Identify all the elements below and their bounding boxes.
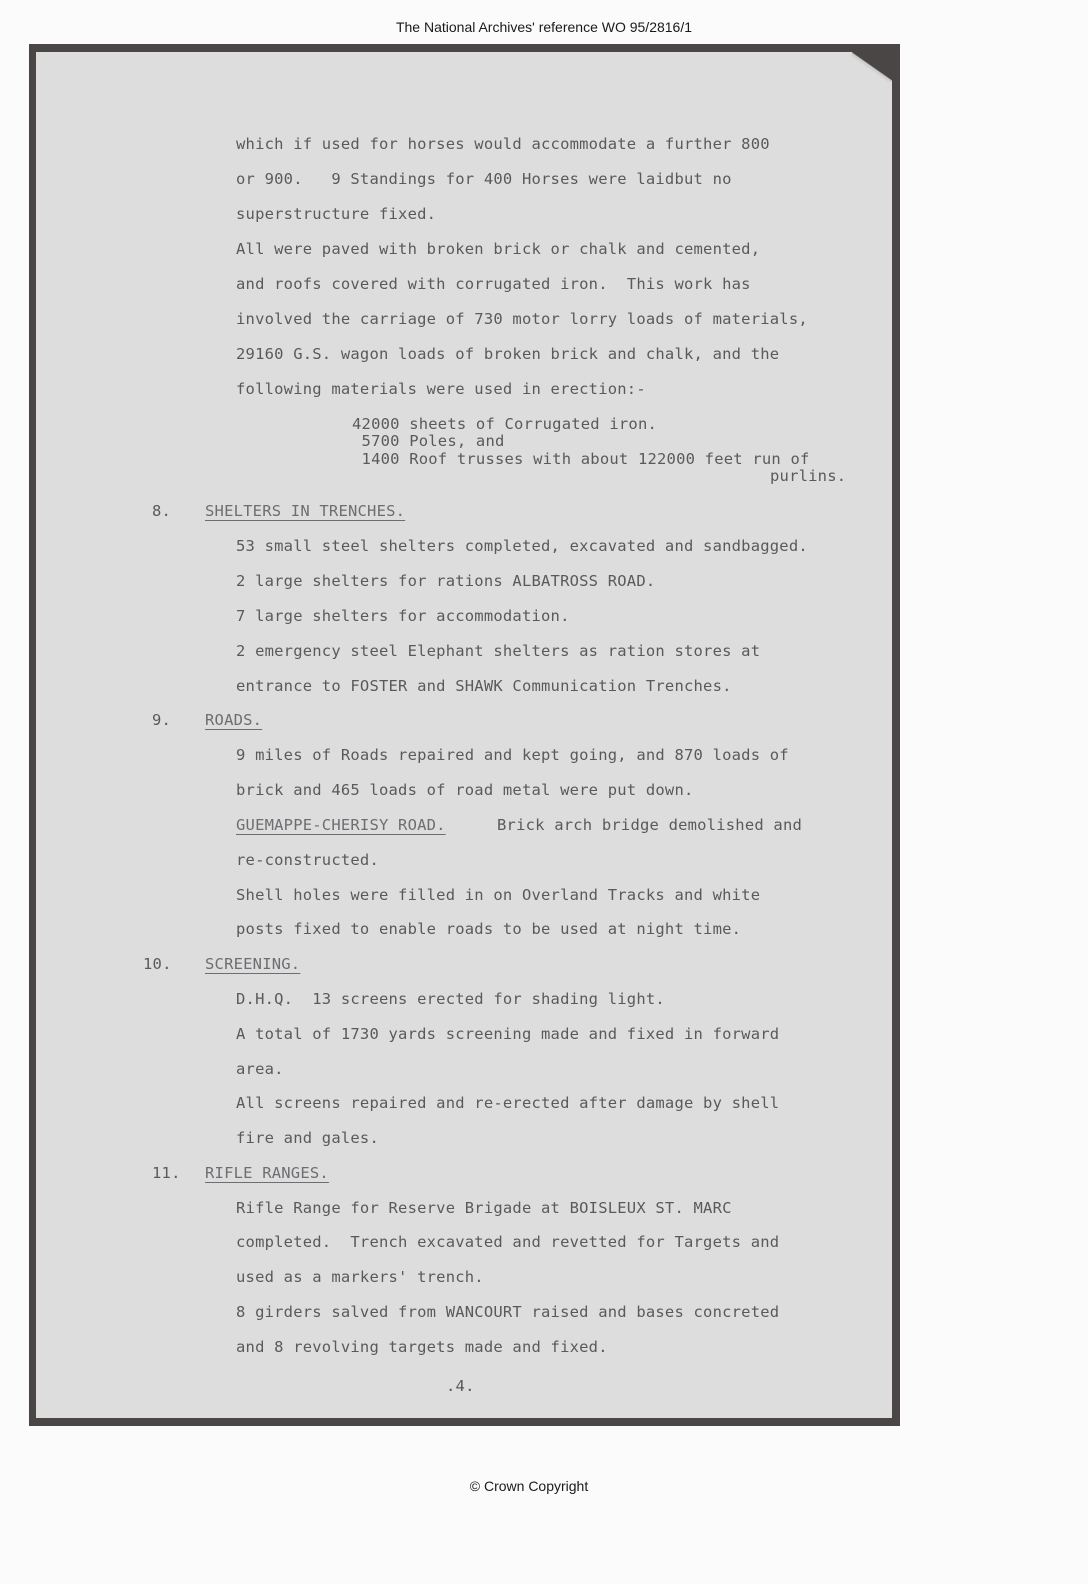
text-line: 8 girders salved from WANCOURT raised and bases concreted bbox=[236, 1303, 780, 1321]
materials-item: 42000 sheets of Corrugated iron. bbox=[352, 415, 658, 433]
page-number: .4. bbox=[446, 1377, 475, 1395]
text-line: following materials were used in erection:- bbox=[236, 380, 646, 398]
text-line: 7 large shelters for accommodation. bbox=[236, 607, 570, 625]
text-line: superstructure fixed. bbox=[236, 205, 437, 223]
archive-reference: The National Archives' reference WO 95/2816/1 bbox=[395, 19, 693, 35]
text-line: area. bbox=[236, 1060, 284, 1078]
subsection-heading: GUEMAPPE-CHERISY ROAD. bbox=[236, 816, 446, 834]
section-heading: SCREENING. bbox=[205, 955, 301, 973]
text-line: or 900. 9 Standings for 400 Horses were laidbut no bbox=[236, 170, 732, 188]
text-line: posts fixed to enable roads to be used at night time. bbox=[236, 920, 742, 938]
section-heading: SHELTERS IN TRENCHES. bbox=[205, 502, 406, 520]
text-line: entrance to FOSTER and SHAWK Communication Trenches. bbox=[236, 677, 732, 695]
text-line: All screens repaired and re-erected after damage by shell bbox=[236, 1094, 780, 1112]
text-line: A total of 1730 yards screening made and fixed in forward bbox=[236, 1025, 780, 1043]
text-line: 2 large shelters for rations ALBATROSS ROAD. bbox=[236, 572, 656, 590]
section-number: 8. bbox=[152, 502, 172, 520]
materials-item: 1400 Roof trusses with about 122000 feet run of bbox=[352, 450, 810, 468]
text-line: 2 emergency steel Elephant shelters as ration stores at bbox=[236, 642, 761, 660]
text-line: re-constructed. bbox=[236, 851, 379, 869]
folded-corner bbox=[852, 52, 892, 82]
text-line: Brick arch bridge demolished and bbox=[497, 816, 803, 834]
section-number: 10. bbox=[143, 955, 172, 973]
text-line: and roofs covered with corrugated iron. This work has bbox=[236, 275, 751, 293]
text-line: fire and gales. bbox=[236, 1129, 379, 1147]
section-heading: ROADS. bbox=[205, 711, 263, 729]
text-line: brick and 465 loads of road metal were put down. bbox=[236, 781, 694, 799]
copyright-notice: © Crown Copyright bbox=[469, 1478, 589, 1494]
text-line: and 8 revolving targets made and fixed. bbox=[236, 1338, 608, 1356]
text-line: which if used for horses would accommodate a further 800 bbox=[236, 135, 770, 153]
section-heading: RIFLE RANGES. bbox=[205, 1164, 329, 1182]
text-line: D.H.Q. 13 screens erected for shading light. bbox=[236, 990, 665, 1008]
materials-item: purlins. bbox=[770, 467, 847, 485]
text-line: 9 miles of Roads repaired and kept going, and 870 loads of bbox=[236, 746, 789, 764]
text-line: Rifle Range for Reserve Brigade at BOISLEUX ST. MARC bbox=[236, 1199, 732, 1217]
text-line: completed. Trench excavated and revetted for Targets and bbox=[236, 1233, 780, 1251]
section-number: 9. bbox=[152, 711, 172, 729]
text-line: Shell holes were filled in on Overland Tracks and white bbox=[236, 886, 761, 904]
materials-item: 5700 Poles, and bbox=[352, 432, 505, 450]
text-line: involved the carriage of 730 motor lorry loads of materials, bbox=[236, 310, 808, 328]
text-line: 29160 G.S. wagon loads of broken brick and chalk, and the bbox=[236, 345, 780, 363]
text-line: used as a markers' trench. bbox=[236, 1268, 484, 1286]
section-number: 11. bbox=[152, 1164, 181, 1182]
text-line: All were paved with broken brick or chalk and cemented, bbox=[236, 240, 761, 258]
text-line: 53 small steel shelters completed, excavated and sandbagged. bbox=[236, 537, 808, 555]
